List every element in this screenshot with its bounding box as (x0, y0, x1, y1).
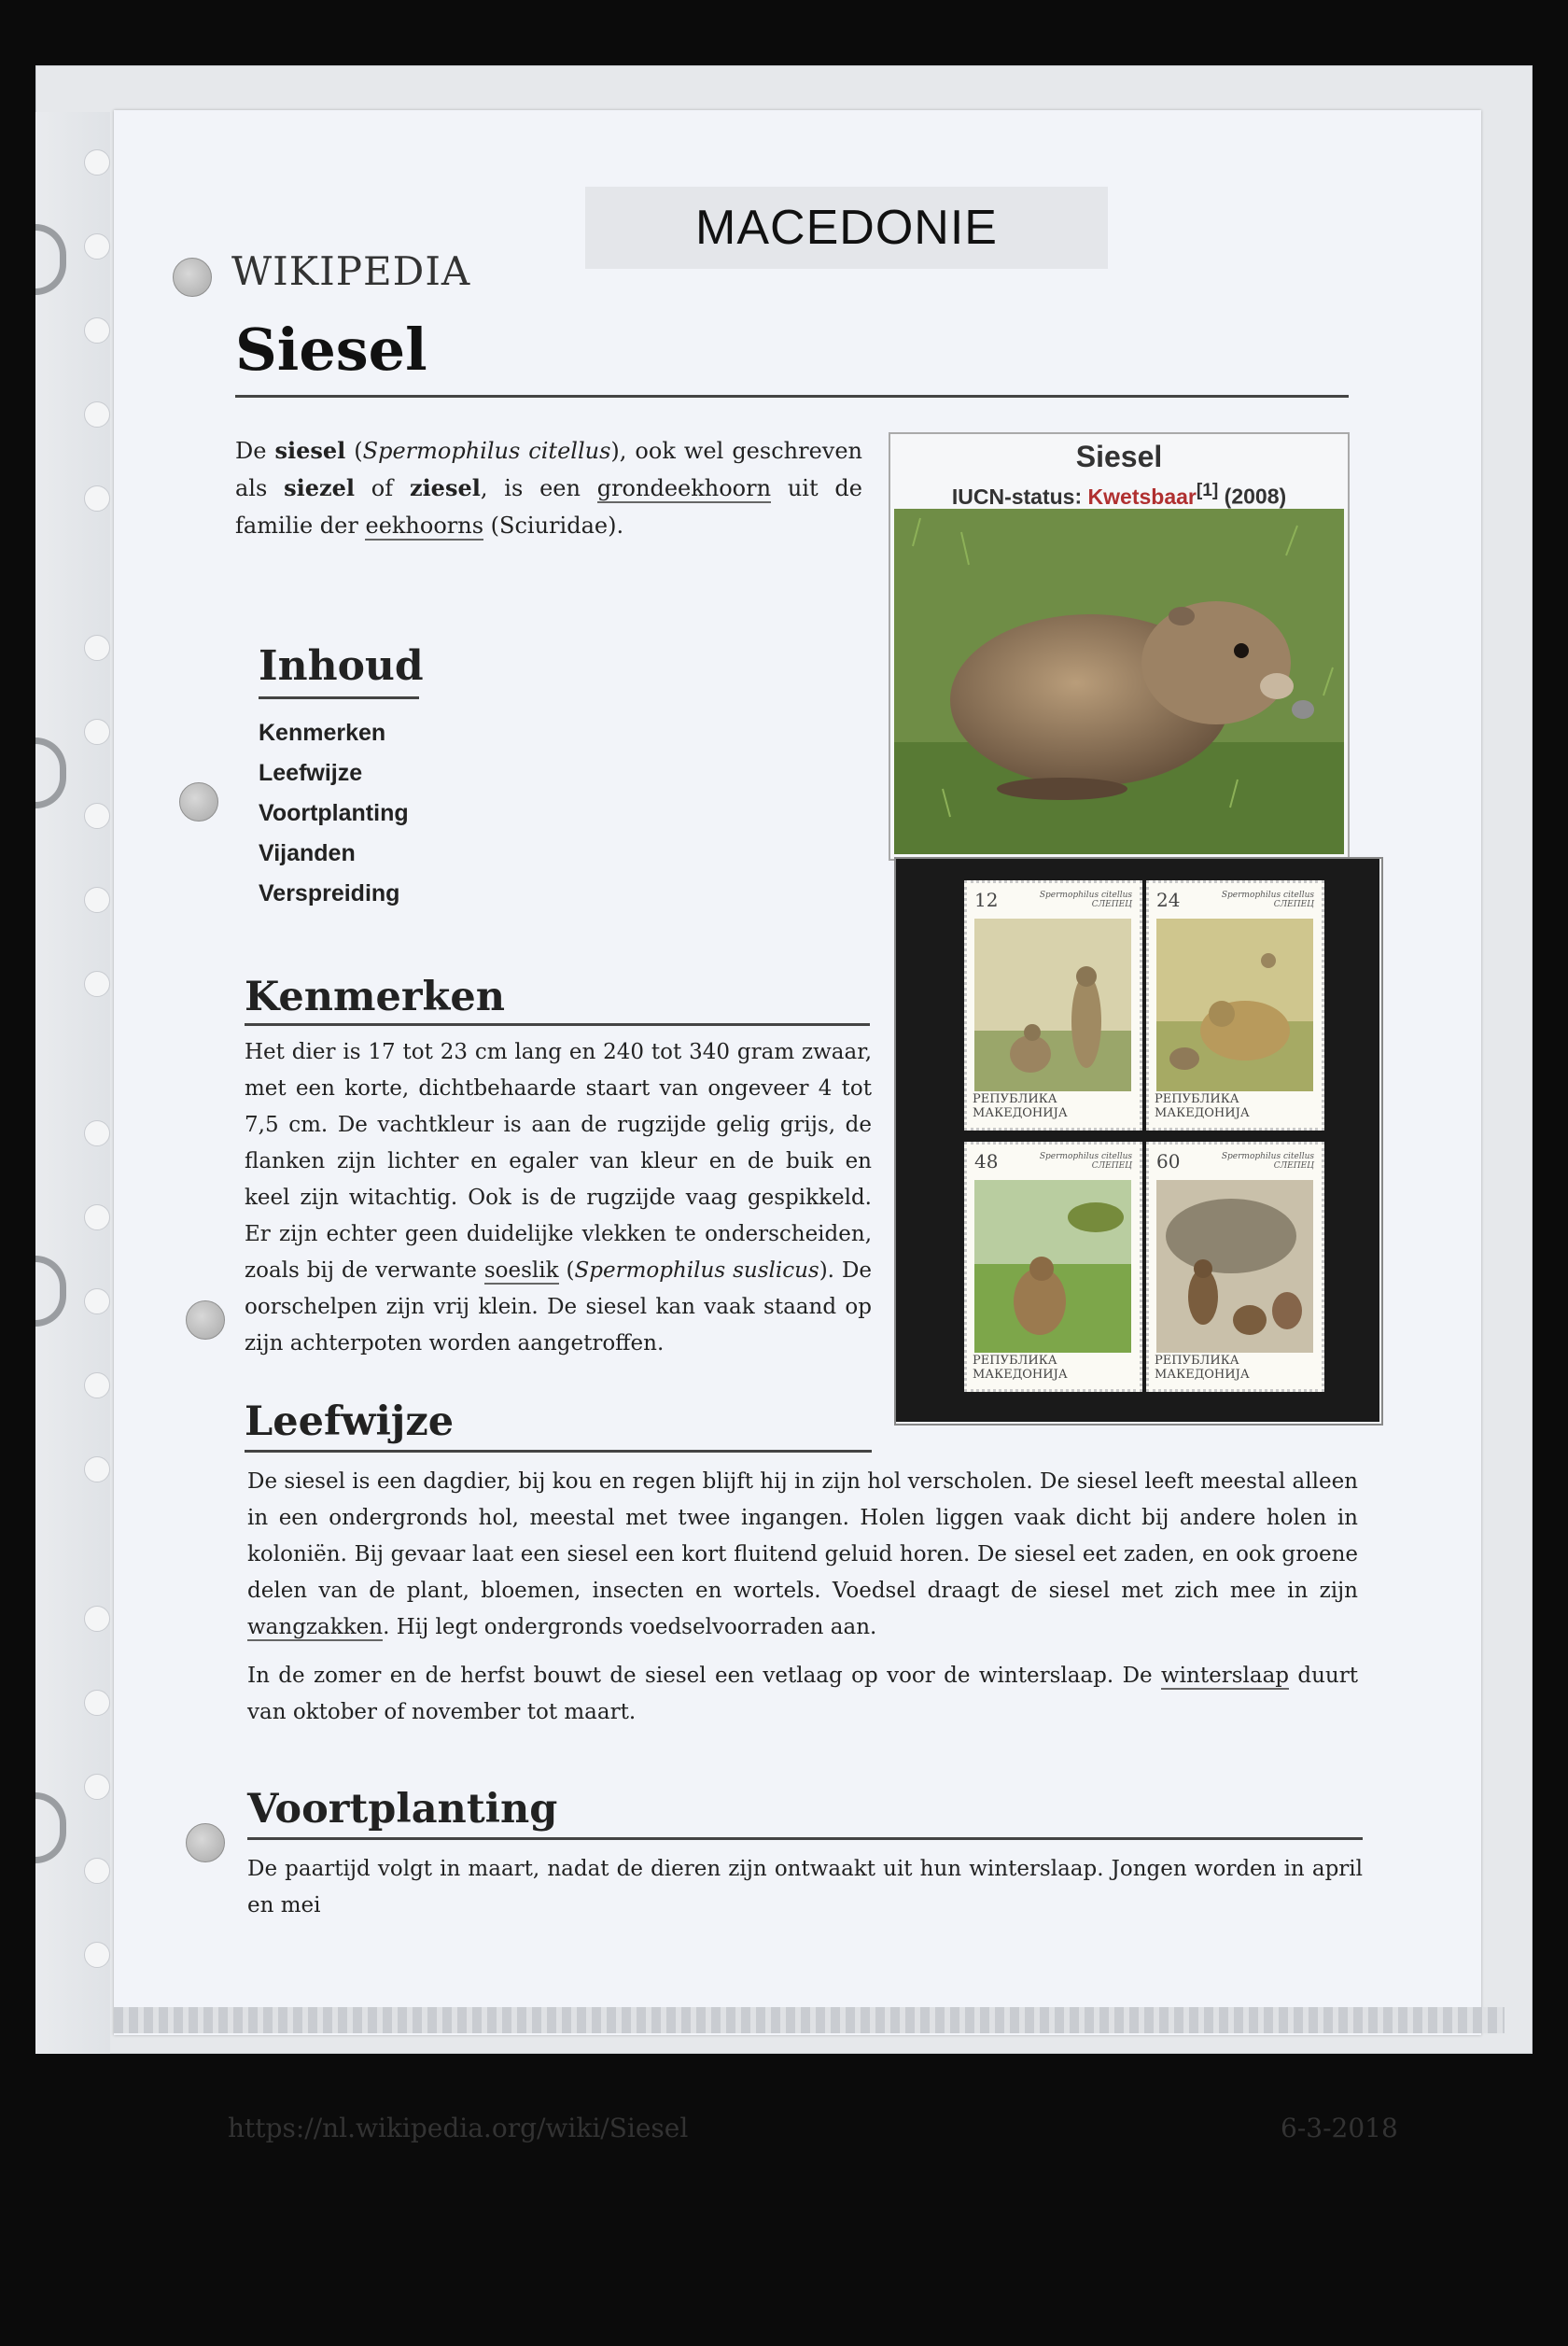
binder-hole (84, 317, 110, 344)
binder-hole (84, 1858, 110, 1884)
binder-strip (35, 112, 110, 2054)
binder-hole (84, 1372, 110, 1398)
binder-hole (84, 1606, 110, 1632)
intro-paragraph: De siesel (Spermophilus citellus), ook wel geschreven als siezel of ziesel, is een grondeekhoorn uit de familie der eekhoorns (Sciuridae). (235, 437, 862, 539)
table-of-contents (259, 713, 409, 914)
punch-hole (179, 782, 218, 822)
punch-hole (186, 1823, 225, 1862)
siesel-photo (894, 509, 1344, 854)
binder-hole (84, 887, 110, 913)
link-soeslik[interactable]: soeslik (483, 1258, 559, 1283)
binder-hole (84, 485, 110, 512)
binder-hole (84, 1690, 110, 1716)
binder-hole (84, 401, 110, 428)
toc-divider (259, 696, 419, 699)
toc-item-voortplanting[interactable]: Voortplanting (259, 800, 409, 826)
leefwijze-paragraph-1: De siesel is een dagdier, bij kou en regen blijft hij in zijn hol verscholen. De siesel leeft meestal alleen in een ondergronds hol, meestal met twee ingangen. Holen liggen vaak dicht bij andere holen in koloniën. Bij gevaar laat een siesel een kort fluitend geluid horen. De siesel eet zaden, en ook groene delen van de plant, bloemen, insecten en wortels. Voedsel draagt de siesel met zich mee in zijn wangzakken. Hij legt ondergronds voedselvoorraden aan. (247, 1469, 1358, 1639)
punch-hole (173, 258, 212, 297)
binder-hole (84, 1288, 110, 1314)
leefwijze-paragraph-2: In de zomer en de herfst bouwt de siesel een vetlaag op voor de winterslaap. De winterslaap duurt van oktober of november tot maart. (247, 1664, 1358, 1724)
binder-hole (84, 1204, 110, 1230)
toc-item-kenmerken[interactable]: Kenmerken (259, 720, 386, 746)
link-grondeekhoorn[interactable]: grondeekhoorn (596, 475, 772, 501)
toc-item-leefwijze[interactable]: Leefwijze (259, 760, 363, 786)
section-divider (247, 1837, 1363, 1840)
stamp: 12 Spermophilus citellus СЛЕПЕЦ РЕПУБЛИКА МАКЕДОНИЈА (964, 880, 1142, 1131)
binder-hole (84, 803, 110, 829)
binder-hole (84, 1942, 110, 1968)
binder-hole (84, 1774, 110, 1800)
link-wangzakken[interactable]: wangzakken (247, 1615, 384, 1639)
stamp: 48 Spermophilus citellus СЛЕПЕЦ РЕПУБЛИКА МАКЕДОНИЈА (964, 1142, 1142, 1392)
binder-hole (84, 1456, 110, 1482)
binder-hole (84, 149, 110, 176)
footer-date: 6-3-2018 (1281, 2113, 1398, 2143)
binder-hole (84, 719, 110, 745)
page-title: Siesel (235, 316, 427, 384)
section-divider (245, 1450, 872, 1453)
kenmerken-paragraph: Het dier is 17 tot 23 cm lang en 240 tot 340 gram zwaar, met een korte, dichtbehaarde staart van ongeveer 4 tot 7,5 cm. De vachtkleur is aan de rugzijde gelig grijs, de flanken zijn lichter en egaler van kleur en de buik en keel zijn witachtig. Ook is de rugzijde vaag gespikkeld. Er zijn echter geen duidelijke vlekken te onderscheiden, zoals bij de verwante soeslik (Spermophilus suslicus). De oorschelpen zijn vrij klein. De siesel kan vaak staand op zijn achterpoten worden aangetroffen. (245, 1040, 872, 1356)
country-label: MACEDONIE (585, 187, 1108, 269)
link-eekhoorns[interactable]: eekhoorns (365, 513, 484, 539)
binder-hole (84, 971, 110, 997)
iucn-status: IUCN-status: Kwetsbaar[1] (2008) (951, 481, 1287, 509)
sleeve-edge (114, 2007, 1505, 2033)
toc-item-verspreiding[interactable]: Verspreiding (259, 880, 400, 906)
toc-item-vijanden[interactable]: Vijanden (259, 840, 356, 866)
footer-url: https://nl.wikipedia.org/wiki/Siesel (228, 2113, 689, 2143)
wikipedia-logo[interactable]: WIKIPEDIA (231, 248, 471, 294)
infobox-title: Siesel (1075, 440, 1163, 473)
stamp-block-frame (894, 857, 1383, 1426)
toc-title: Inhoud (259, 642, 424, 690)
section-heading-kenmerken: Kenmerken (245, 974, 505, 1020)
binder-hole (84, 233, 110, 260)
title-divider (235, 395, 1349, 398)
binder-hole (84, 635, 110, 661)
stamp: 24 Spermophilus citellus СЛЕПЕЦ РЕПУБЛИКА МАКЕДОНИЈА (1146, 880, 1324, 1131)
binder-hole (84, 1120, 110, 1146)
punch-hole (186, 1300, 225, 1340)
infobox (889, 432, 1350, 861)
voortplanting-paragraph: De paartijd volgt in maart, nadat de dieren zijn ontwaakt uit hun winterslaap. Jongen worden in april en mei (247, 1857, 1363, 1918)
printed-page (114, 110, 1481, 2143)
stamp: 60 Spermophilus citellus СЛЕПЕЦ РЕПУБЛИКА МАКЕДОНИЈА (1146, 1142, 1324, 1392)
link-winterslaap[interactable]: winterslaap (1161, 1664, 1290, 1688)
section-heading-leefwijze: Leefwijze (245, 1398, 455, 1445)
section-heading-voortplanting: Voortplanting (247, 1786, 558, 1833)
section-divider (245, 1023, 870, 1026)
